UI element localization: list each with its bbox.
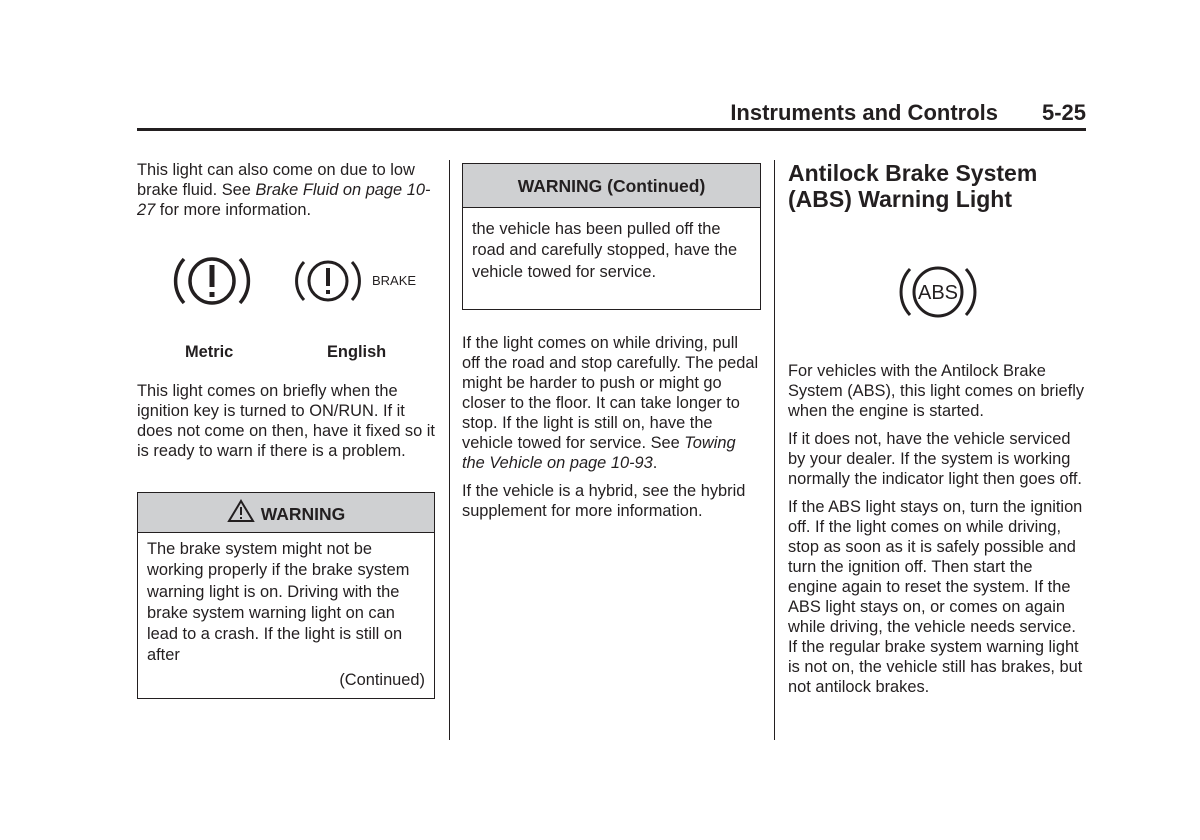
- brake-icon-text: BRAKE: [372, 273, 417, 288]
- warning-continued-header: WARNING (Continued): [463, 164, 760, 208]
- warning-header: [138, 493, 434, 533]
- column-1: [137, 160, 435, 220]
- warning-body: The brake system might not be working properly if the brake system warning light is on. Driving with the brake system warning light on can lead to a crash. If the light is still on after: [147, 540, 410, 665]
- brake-warning-icons: [137, 246, 435, 316]
- warning-box: [137, 492, 435, 699]
- header-rule: [137, 128, 1086, 131]
- abs-icon-text: ABS: [917, 282, 959, 304]
- column-divider-1: [449, 160, 450, 740]
- abs-warning-icon: [893, 257, 983, 327]
- abs-para-1: For vehicles with the Antilock Brake System (ABS), this light comes on briefly when the engine is started.: [788, 362, 1085, 420]
- driving-light-paragraph: If the light comes on while driving, pull off the road and stop carefully. The pedal might be harder to push or might go closer to the floor. It can take longer to stop. If the light is still on, have the vehicle towed for service. See Towing the Vehicle on page 10-93.: [462, 334, 759, 472]
- abs-para-3: If the ABS light stays on, turn the ignition off. If the light comes on while driving, stop as soon as it is safely possible and turn the ignition off. Then start the engine again to reset the system. If the ABS light stays on, or comes on again while driving, the vehicle needs service. If the regular brake system warning light is not on, the vehicle still has brakes, but not antilock brakes.: [788, 498, 1083, 696]
- section-title: Instruments and Controls: [730, 100, 998, 125]
- column-3-text: [788, 361, 1086, 705]
- warning-triangle-icon: [227, 499, 255, 523]
- column-1-para2: [137, 381, 435, 469]
- column-2-text: [462, 333, 760, 529]
- continued-label: (Continued): [339, 670, 425, 689]
- warning-title: WARNING: [260, 504, 346, 524]
- metric-label: Metric: [185, 343, 234, 361]
- brake-warning-english-icon: [292, 252, 372, 322]
- column-divider-2: [774, 160, 775, 740]
- brake-warning-metric-icon: [170, 246, 260, 316]
- abs-para-2: If it does not, have the vehicle serviced by your dealer. If the system is working normally the indicator light then goes off.: [788, 430, 1082, 488]
- warning-continued-box: [462, 163, 761, 310]
- brake-fluid-reference: Brake Fluid on page 10-27: [137, 181, 431, 219]
- warning-continued-body: the vehicle has been pulled off the road and carefully stopped, have the vehicle towed for service.: [472, 220, 738, 281]
- hybrid-paragraph: If the vehicle is a hybrid, see the hybrid supplement for more information.: [462, 482, 746, 520]
- english-label: English: [327, 343, 387, 361]
- abs-heading: Antilock Brake System (ABS) Warning Light: [788, 160, 1038, 212]
- towing-reference: Towing the Vehicle on page 10-93: [462, 434, 736, 472]
- intro-paragraph: This light can also come on due to low brake fluid. See Brake Fluid on page 10-27 for more information.: [137, 161, 431, 219]
- brake-light-paragraph: This light comes on briefly when the ignition key is turned to ON/RUN. If it does not come on then, have it fixed so it is ready to warn if there is a problem.: [137, 382, 435, 460]
- page-number: 5-25: [1041, 100, 1086, 125]
